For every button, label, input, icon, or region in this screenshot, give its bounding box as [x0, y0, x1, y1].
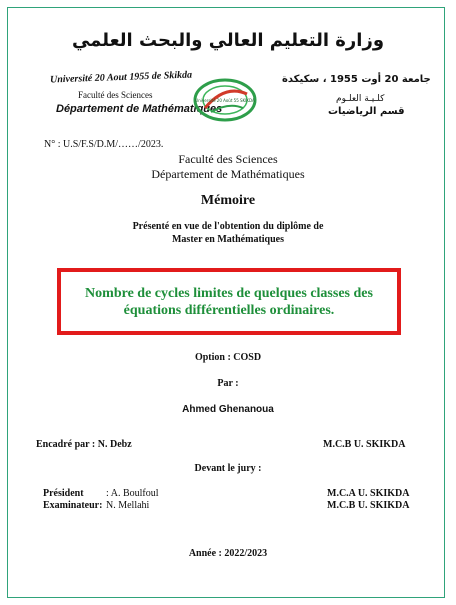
ministry-heading-ar: وزارة التعليم العالي والبحث العلمي	[71, 30, 385, 51]
jury-name-president: : A. Boulfoul	[106, 488, 159, 499]
thesis-title-line-2: équations différentielles ordinaires.	[123, 302, 335, 318]
department-name-ar: قسم الرياضيات	[328, 106, 405, 117]
document-type: Mémoire	[200, 193, 256, 208]
option-line: Option : COSD	[194, 352, 262, 363]
jury-grade-examiner: M.C.B U. SKIKDA	[327, 500, 410, 511]
thesis-title-line-1: Nombre de cycles limites de quelques classes des	[85, 285, 373, 301]
supervisor-grade: M.C.B U. SKIKDA	[323, 439, 406, 450]
presented-line: Présenté en vue de l'obtention du diplôme de	[132, 221, 324, 232]
faculty-name: Faculté des Sciences	[178, 152, 278, 166]
university-logo-icon	[193, 78, 257, 122]
author-name: Ahmed Ghenanoua	[182, 404, 274, 415]
jury-grade-president: M.C.A U. SKIKDA	[327, 488, 410, 499]
faculty-name-ar: كلـيـة العلـوم	[336, 94, 385, 104]
academic-year: Année : 2022/2023	[188, 548, 268, 559]
logo-text: Université 20 Août 55 SKIKDA	[195, 98, 255, 103]
reference-number: N° : U.S/F.S/D.M/……/2023.	[44, 139, 164, 150]
thesis-title-box	[57, 268, 401, 335]
faculty-name-fr-small: Faculté des Sciences	[78, 90, 153, 100]
thesis-title	[85, 285, 373, 319]
jury-role-examiner: Examinateur:	[43, 500, 103, 511]
department-name: Département de Mathématiques	[151, 167, 305, 181]
supervisor-label: Encadré par : N. Debz	[36, 439, 132, 450]
degree-line: Master en Mathématiques	[171, 234, 285, 245]
jury-role-president: Président	[43, 488, 84, 499]
par-label: Par :	[217, 378, 239, 389]
university-name-fr: Université 20 Aout 1955 de Skikda	[49, 69, 193, 86]
university-name-ar: جامعة 20 أوت 1955 ، سكيكدة	[282, 74, 431, 85]
jury-heading: Devant le jury :	[194, 463, 262, 474]
department-name-fr-small: Département de Mathématiques	[56, 103, 223, 115]
jury-name-examiner: N. Mellahi	[106, 500, 150, 511]
